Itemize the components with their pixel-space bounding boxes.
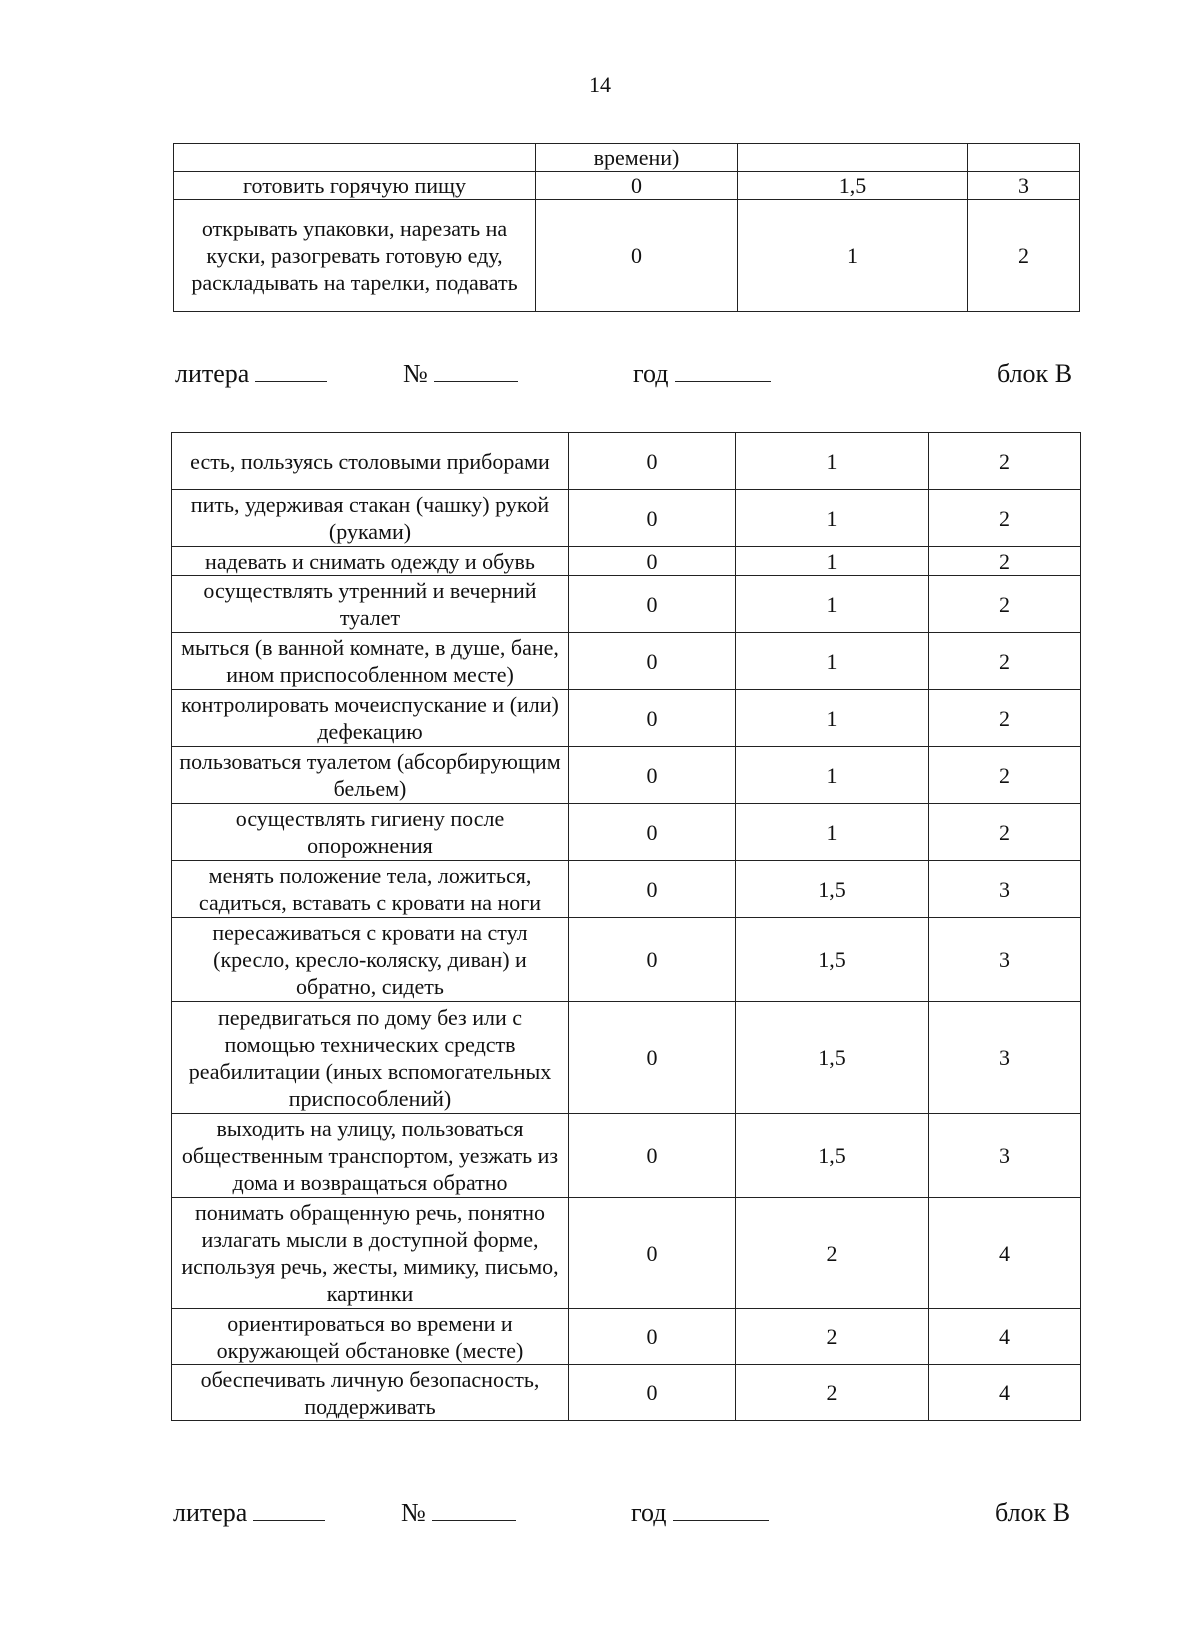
number-blank xyxy=(434,359,518,382)
score-cell: 0 xyxy=(569,490,736,547)
score-cell: 1,5 xyxy=(736,861,929,918)
score-cell: 0 xyxy=(569,576,736,633)
number-label: № xyxy=(403,359,428,388)
table-row xyxy=(172,1365,1081,1421)
year-label: год xyxy=(633,359,669,388)
score-cell: 0 xyxy=(536,200,738,312)
score-cell: 1 xyxy=(736,576,929,633)
activity-cell: контролировать мочеиспускание и (или) дефекацию xyxy=(172,690,569,747)
activity-cell: осуществлять утренний и вечерний туалет xyxy=(172,576,569,633)
score-cell: 1 xyxy=(736,633,929,690)
score-cell: 3 xyxy=(929,918,1081,1002)
score-cell: 0 xyxy=(536,172,738,200)
activity-cell: менять положение тела, ложиться, садиться, вставать с кровати на ноги xyxy=(172,861,569,918)
table-row xyxy=(172,576,1081,633)
score-cell: 0 xyxy=(569,804,736,861)
litera-blank xyxy=(255,359,327,382)
year-field xyxy=(633,359,669,389)
score-cell: 0 xyxy=(569,747,736,804)
activity-cell: выходить на улицу, пользоваться общественным транспортом, уезжать из дома и возвращаться обратно xyxy=(172,1114,569,1198)
table-row xyxy=(174,200,1080,312)
litera-field xyxy=(175,359,249,389)
year-blank xyxy=(675,359,771,382)
litera-blank xyxy=(253,1498,325,1521)
score-cell: 3 xyxy=(968,172,1080,200)
table-row xyxy=(172,804,1081,861)
score-cell: 2 xyxy=(929,490,1081,547)
score-cell xyxy=(738,144,968,172)
score-cell: 0 xyxy=(569,861,736,918)
table-row xyxy=(172,433,1081,490)
table-row xyxy=(172,1002,1081,1114)
score-cell: 0 xyxy=(569,433,736,490)
year-blank xyxy=(673,1498,769,1521)
table-row xyxy=(174,172,1080,200)
score-cell: 2 xyxy=(929,804,1081,861)
block-label: блок В xyxy=(995,1498,1071,1527)
score-cell: 2 xyxy=(929,576,1081,633)
year-label: год xyxy=(631,1498,667,1527)
activity-cell: открывать упаковки, нарезать на куски, разогревать готовую еду, раскладывать на тарелки, подавать xyxy=(174,200,536,312)
table-row xyxy=(172,633,1081,690)
score-cell: 4 xyxy=(929,1198,1081,1309)
table-row xyxy=(172,1309,1081,1365)
score-cell: 1,5 xyxy=(736,1002,929,1114)
score-cell: 0 xyxy=(569,547,736,576)
page-number: 14 xyxy=(589,72,611,97)
activity-cell: есть, пользуясь столовыми приборами xyxy=(172,433,569,490)
assessment-table xyxy=(171,432,1081,1421)
score-cell: 2 xyxy=(968,200,1080,312)
score-cell: 4 xyxy=(929,1309,1081,1365)
litera-field xyxy=(173,1498,247,1528)
score-cell: 0 xyxy=(569,690,736,747)
activity-cell: понимать обращенную речь, понятно излагать мысли в доступной форме, используя речь, жесты, мимику, письмо, картинки xyxy=(172,1198,569,1309)
form-line xyxy=(0,1498,1200,1532)
table-row xyxy=(172,1114,1081,1198)
activity-cell: надевать и снимать одежду и обувь xyxy=(172,547,569,576)
activity-cell: мыться (в ванной комнате, в душе, бане, ином приспособленном месте) xyxy=(172,633,569,690)
score-cell: 1 xyxy=(736,690,929,747)
score-cell: 1 xyxy=(738,200,968,312)
score-cell: 3 xyxy=(929,1002,1081,1114)
activity-cell: осуществлять гигиену после опорожнения xyxy=(172,804,569,861)
score-cell: 1 xyxy=(736,433,929,490)
score-cell: 1 xyxy=(736,747,929,804)
score-cell: 2 xyxy=(736,1198,929,1309)
score-cell: 0 xyxy=(569,1114,736,1198)
score-cell: 0 xyxy=(569,633,736,690)
score-cell: 2 xyxy=(929,633,1081,690)
score-cell xyxy=(968,144,1080,172)
table-row xyxy=(172,490,1081,547)
score-cell: времени) xyxy=(536,144,738,172)
number-blank xyxy=(432,1498,516,1521)
score-cell: 0 xyxy=(569,918,736,1002)
activity-cell: пить, удерживая стакан (чашку) рукой (руками) xyxy=(172,490,569,547)
score-cell: 2 xyxy=(736,1365,929,1421)
score-cell: 3 xyxy=(929,1114,1081,1198)
block-label: блок В xyxy=(997,359,1073,388)
number-field xyxy=(403,359,428,389)
activity-cell: обеспечивать личную безопасность, поддерживать xyxy=(172,1365,569,1421)
table-row xyxy=(172,861,1081,918)
litera-label: литера xyxy=(175,359,250,388)
score-cell: 1,5 xyxy=(738,172,968,200)
score-cell: 0 xyxy=(569,1198,736,1309)
number-label: № xyxy=(401,1498,426,1527)
score-cell: 0 xyxy=(569,1309,736,1365)
score-cell: 4 xyxy=(929,1365,1081,1421)
score-cell: 1 xyxy=(736,490,929,547)
score-cell: 1 xyxy=(736,547,929,576)
score-cell: 1,5 xyxy=(736,1114,929,1198)
score-cell: 1,5 xyxy=(736,918,929,1002)
score-cell: 2 xyxy=(736,1309,929,1365)
activity-cell xyxy=(174,144,536,172)
litera-label: литера xyxy=(173,1498,248,1527)
activity-cell: пользоваться туалетом (абсорбирующим бельем) xyxy=(172,747,569,804)
score-cell: 1 xyxy=(736,804,929,861)
score-cell: 2 xyxy=(929,690,1081,747)
score-cell: 3 xyxy=(929,861,1081,918)
table-row xyxy=(172,690,1081,747)
table-row xyxy=(172,747,1081,804)
score-cell: 0 xyxy=(569,1365,736,1421)
activity-cell: готовить горячую пищу xyxy=(174,172,536,200)
score-cell: 0 xyxy=(569,1002,736,1114)
table-row xyxy=(174,144,1080,172)
form-line xyxy=(0,359,1200,393)
table-row xyxy=(172,918,1081,1002)
score-cell: 2 xyxy=(929,433,1081,490)
score-cell: 2 xyxy=(929,547,1081,576)
activity-cell: пересаживаться с кровати на стул (кресло, кресло-коляску, диван) и обратно, сидеть xyxy=(172,918,569,1002)
activity-cell: ориентироваться во времени и окружающей обстановке (месте) xyxy=(172,1309,569,1365)
assessment-table-continued xyxy=(173,143,1080,312)
table-row xyxy=(172,1198,1081,1309)
activity-cell: передвигаться по дому без или с помощью технических средств реабилитации (иных вспомогательных приспособлений) xyxy=(172,1002,569,1114)
number-field xyxy=(401,1498,426,1528)
score-cell: 2 xyxy=(929,747,1081,804)
table-row xyxy=(172,547,1081,576)
year-field xyxy=(631,1498,667,1528)
